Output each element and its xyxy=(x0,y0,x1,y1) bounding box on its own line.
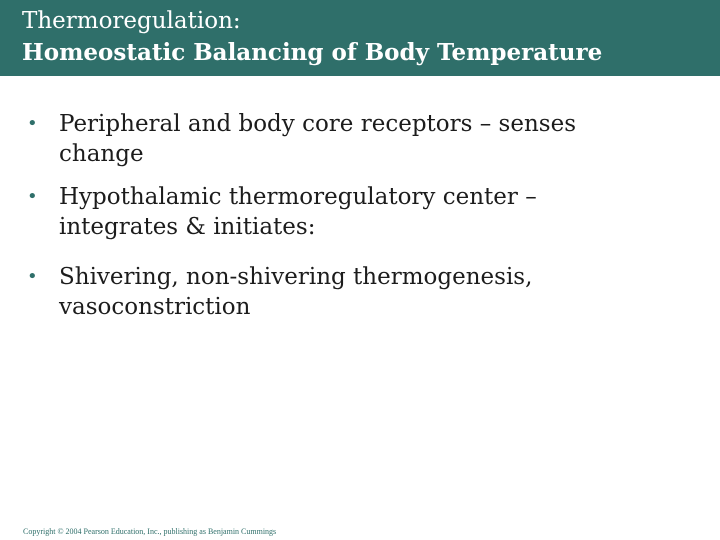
bullet-dot-icon: • xyxy=(27,113,38,134)
bullet-text xyxy=(59,262,679,322)
bullet-line: integrates & initiates: xyxy=(59,214,316,240)
bullet-dot-icon: • xyxy=(27,266,38,287)
bullet-text xyxy=(59,182,679,242)
bullet-line: vasoconstriction xyxy=(59,294,251,320)
bullet-text xyxy=(59,109,679,169)
title-bar xyxy=(0,0,720,76)
bullet-line: change xyxy=(59,141,144,167)
bullet-line: Hypothalamic thermoregulatory center – xyxy=(59,184,537,210)
slide-title-line-2: Homeostatic Balancing of Body Temperature xyxy=(22,39,603,66)
bullet-line: Shivering, non-shivering thermogenesis, xyxy=(59,264,533,290)
copyright-notice: Copyright © 2004 Pearson Education, Inc., publishing as Benjamin Cummings xyxy=(23,527,277,536)
bullet-line: Peripheral and body core receptors – senses xyxy=(59,111,577,137)
bullet-dot-icon: • xyxy=(27,186,38,207)
slide-title-line-1: Thermoregulation: xyxy=(22,8,241,34)
